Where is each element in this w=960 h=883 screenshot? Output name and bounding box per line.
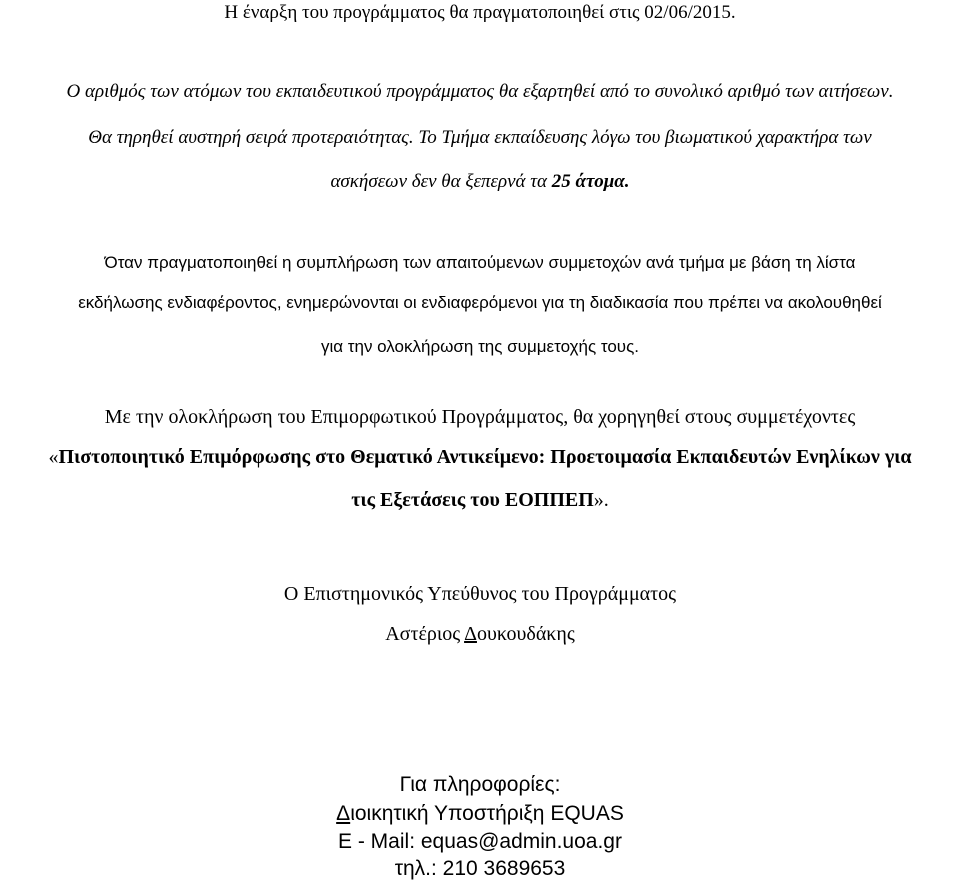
info-office — [0, 803, 960, 824]
info-office-initial: Δ — [336, 802, 351, 825]
certificate-line-3 — [0, 490, 960, 510]
signature-surname-initial: Δ — [464, 623, 477, 645]
certificate-title-end: τις Εξετάσεις του ΕΟΠΠΕΠ — [351, 489, 594, 511]
capacity-line-3 — [0, 172, 960, 191]
info-email: E - Mail: equas@admin.uoa.gr — [338, 830, 622, 853]
capacity-line-3-text: ασκήσεων δεν θα ξεπερνά τα — [330, 171, 552, 192]
certificate-line-1: Με την ολοκλήρωση του Επιμορφωτικού Προγράμματος, θα χορηγηθεί στους συμμετέχοντες — [104, 406, 856, 428]
signature-role: Ο Επιστημονικός Υπεύθυνος του Προγράμματος — [283, 583, 677, 605]
signature-surname-rest: ουκουδάκης — [476, 623, 575, 645]
capacity-line-2: Θα τηρηθεί αυστηρή σειρά προτεραιότητας. Το Τμήμα εκπαίδευσης λόγω του βιωματικού χαρακτήρα των — [88, 127, 872, 148]
info-heading: Για πληροφορίες: — [399, 773, 561, 796]
start-notice: Η έναρξη του προγράμματος θα πραγματοποιηθεί στις 02/06/2015. — [224, 2, 736, 23]
capacity-line-1: Ο αριθμός των ατόμων του εκπαιδευτικού προγράμματος θα εξαρτηθεί από το συνολικό αριθμό των αιτήσεων. — [66, 81, 894, 102]
notification-line-3: για την ολοκλήρωση της συμμετοχής τους. — [320, 337, 640, 356]
notification-line-2: εκδήλωσης ενδιαφέροντος, ενημερώνονται οι ενδιαφερόμενοι για τη διαδικασία που πρέπει να ακολουθηθεί — [78, 293, 882, 312]
info-phone: τηλ.: 210 3689653 — [394, 857, 566, 880]
info-office-rest: ιοικητική Υποστήριξη EQUAS — [350, 802, 624, 825]
certificate-open-quote: « — [48, 446, 59, 468]
certificate-title: Πιστοποιητικό Επιμόρφωσης στο Θεματικό Αντικείμενο: Προετοιμασία Εκπαιδευτών Ενηλίκων για — [58, 446, 912, 468]
capacity-limit: 25 άτομα. — [551, 171, 630, 192]
signature-name — [0, 624, 960, 644]
notification-line-1: Όταν πραγματοποιηθεί η συμπλήρωση των απαιτούμενων συμμετοχών ανά τμήμα με βάση τη λίστα — [104, 253, 856, 272]
certificate-line-2 — [0, 447, 960, 467]
signature-first-name: Αστέριος — [385, 623, 465, 645]
certificate-close-quote: ». — [593, 489, 609, 511]
